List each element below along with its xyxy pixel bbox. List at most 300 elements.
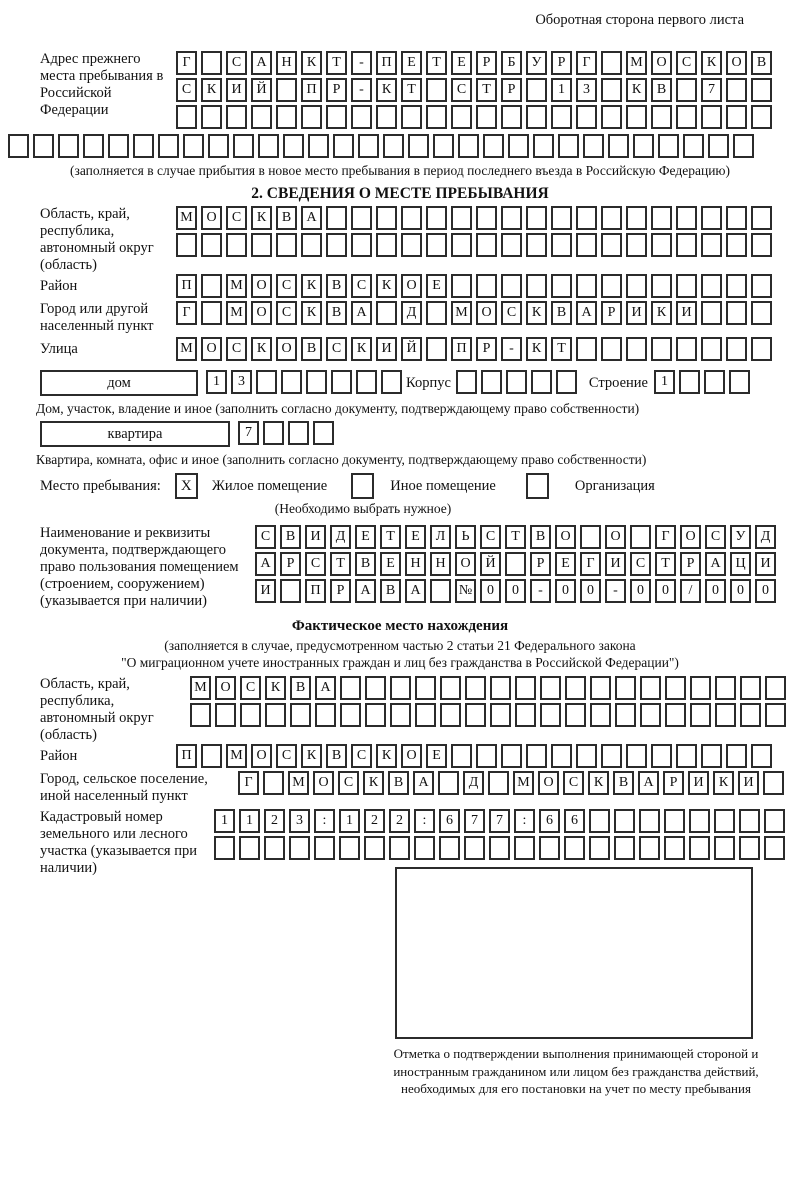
char-cell[interactable]: О	[476, 301, 497, 325]
char-cell[interactable]: П	[305, 579, 326, 603]
char-cell[interactable]	[729, 370, 750, 394]
char-cell[interactable]: А	[301, 206, 322, 230]
char-cell[interactable]	[676, 206, 697, 230]
char-cell[interactable]	[601, 78, 622, 102]
char-cell[interactable]: А	[413, 771, 434, 795]
char-cell[interactable]	[751, 206, 772, 230]
char-cell[interactable]: Й	[251, 78, 272, 102]
char-cell[interactable]: 0	[630, 579, 651, 603]
char-cell[interactable]	[314, 836, 335, 860]
char-cell[interactable]: 3	[231, 370, 252, 394]
char-cell[interactable]	[401, 233, 422, 257]
char-cell[interactable]: Е	[355, 525, 376, 549]
char-cell[interactable]	[690, 676, 711, 700]
char-cell[interactable]	[401, 105, 422, 129]
char-cell[interactable]	[526, 744, 547, 768]
char-cell[interactable]: С	[676, 51, 697, 75]
char-cell[interactable]: С	[705, 525, 726, 549]
char-cell[interactable]	[576, 337, 597, 361]
char-cell[interactable]: П	[451, 337, 472, 361]
char-cell[interactable]: Т	[426, 51, 447, 75]
char-cell[interactable]: 3	[576, 78, 597, 102]
char-cell[interactable]	[540, 676, 561, 700]
char-cell[interactable]	[476, 274, 497, 298]
char-cell[interactable]	[430, 579, 451, 603]
char-cell[interactable]	[765, 703, 786, 727]
char-cell[interactable]: Г	[176, 51, 197, 75]
char-cell[interactable]	[263, 771, 284, 795]
char-cell[interactable]	[351, 105, 372, 129]
char-cell[interactable]: П	[301, 78, 322, 102]
char-cell[interactable]	[551, 206, 572, 230]
char-cell[interactable]	[265, 703, 286, 727]
char-cell[interactable]	[626, 274, 647, 298]
char-cell[interactable]	[726, 301, 747, 325]
char-cell[interactable]	[301, 233, 322, 257]
char-cell[interactable]	[626, 744, 647, 768]
char-cell[interactable]	[676, 337, 697, 361]
char-cell[interactable]: Н	[430, 552, 451, 576]
char-cell[interactable]: У	[730, 525, 751, 549]
char-cell[interactable]	[551, 233, 572, 257]
char-cell[interactable]	[389, 836, 410, 860]
char-cell[interactable]	[726, 274, 747, 298]
char-cell[interactable]: О	[251, 301, 272, 325]
char-cell[interactable]	[526, 78, 547, 102]
char-cell[interactable]	[283, 134, 304, 158]
char-cell[interactable]	[264, 836, 285, 860]
char-cell[interactable]	[281, 370, 302, 394]
char-cell[interactable]	[576, 744, 597, 768]
char-cell[interactable]: Д	[463, 771, 484, 795]
char-cell[interactable]: К	[301, 744, 322, 768]
char-cell[interactable]	[551, 744, 572, 768]
char-cell[interactable]	[58, 134, 79, 158]
stay-type-checkbox-residential[interactable]: X	[175, 473, 198, 499]
char-cell[interactable]	[365, 676, 386, 700]
char-cell[interactable]	[414, 836, 435, 860]
char-cell[interactable]	[701, 105, 722, 129]
char-cell[interactable]	[505, 552, 526, 576]
char-cell[interactable]	[351, 206, 372, 230]
char-cell[interactable]: И	[255, 579, 276, 603]
char-cell[interactable]	[501, 274, 522, 298]
char-cell[interactable]: :	[414, 809, 435, 833]
char-cell[interactable]	[201, 301, 222, 325]
char-cell[interactable]: В	[326, 301, 347, 325]
char-cell[interactable]: К	[363, 771, 384, 795]
char-cell[interactable]: С	[501, 301, 522, 325]
char-cell[interactable]: В	[326, 274, 347, 298]
char-cell[interactable]: 6	[439, 809, 460, 833]
char-cell[interactable]	[251, 105, 272, 129]
char-cell[interactable]: 7	[238, 421, 259, 445]
char-cell[interactable]: №	[455, 579, 476, 603]
char-cell[interactable]	[590, 703, 611, 727]
char-cell[interactable]	[701, 744, 722, 768]
char-cell[interactable]	[280, 579, 301, 603]
char-cell[interactable]: О	[201, 337, 222, 361]
char-cell[interactable]: 0	[655, 579, 676, 603]
char-cell[interactable]: А	[405, 579, 426, 603]
char-cell[interactable]: О	[276, 337, 297, 361]
char-cell[interactable]	[239, 836, 260, 860]
char-cell[interactable]	[276, 78, 297, 102]
char-cell[interactable]	[689, 836, 710, 860]
char-cell[interactable]: П	[176, 744, 197, 768]
char-cell[interactable]	[258, 134, 279, 158]
char-cell[interactable]: Н	[276, 51, 297, 75]
char-cell[interactable]	[8, 134, 29, 158]
char-cell[interactable]: И	[605, 552, 626, 576]
char-cell[interactable]	[690, 703, 711, 727]
char-cell[interactable]	[501, 233, 522, 257]
char-cell[interactable]	[426, 337, 447, 361]
char-cell[interactable]: И	[305, 525, 326, 549]
char-cell[interactable]	[133, 134, 154, 158]
char-cell[interactable]	[83, 134, 104, 158]
char-cell[interactable]	[601, 105, 622, 129]
char-cell[interactable]	[489, 836, 510, 860]
char-cell[interactable]	[751, 337, 772, 361]
char-cell[interactable]: С	[480, 525, 501, 549]
char-cell[interactable]	[308, 134, 329, 158]
char-cell[interactable]: К	[526, 301, 547, 325]
char-cell[interactable]	[183, 134, 204, 158]
stay-type-checkbox-organization[interactable]	[526, 473, 549, 499]
char-cell[interactable]	[481, 370, 502, 394]
char-cell[interactable]	[651, 337, 672, 361]
char-cell[interactable]: Т	[380, 525, 401, 549]
char-cell[interactable]: И	[376, 337, 397, 361]
char-cell[interactable]: В	[326, 744, 347, 768]
char-cell[interactable]	[381, 370, 402, 394]
char-cell[interactable]	[765, 676, 786, 700]
char-cell[interactable]	[276, 105, 297, 129]
char-cell[interactable]: Д	[755, 525, 776, 549]
char-cell[interactable]	[515, 676, 536, 700]
char-cell[interactable]	[726, 105, 747, 129]
char-cell[interactable]	[476, 206, 497, 230]
char-cell[interactable]	[664, 809, 685, 833]
char-cell[interactable]	[763, 771, 784, 795]
char-cell[interactable]: Т	[655, 552, 676, 576]
char-cell[interactable]	[451, 274, 472, 298]
char-cell[interactable]: В	[380, 579, 401, 603]
char-cell[interactable]	[739, 836, 760, 860]
char-cell[interactable]: И	[226, 78, 247, 102]
char-cell[interactable]	[490, 703, 511, 727]
char-cell[interactable]	[601, 206, 622, 230]
char-cell[interactable]: С	[176, 78, 197, 102]
char-cell[interactable]: К	[376, 78, 397, 102]
char-cell[interactable]	[676, 78, 697, 102]
char-cell[interactable]	[331, 370, 352, 394]
char-cell[interactable]: 7	[701, 78, 722, 102]
char-cell[interactable]: М	[226, 274, 247, 298]
char-cell[interactable]	[340, 703, 361, 727]
char-cell[interactable]	[658, 134, 679, 158]
char-cell[interactable]	[214, 836, 235, 860]
char-cell[interactable]: М	[226, 301, 247, 325]
char-cell[interactable]: С	[630, 552, 651, 576]
char-cell[interactable]	[726, 233, 747, 257]
char-cell[interactable]: Р	[530, 552, 551, 576]
char-cell[interactable]	[726, 744, 747, 768]
char-cell[interactable]	[440, 676, 461, 700]
char-cell[interactable]: Г	[580, 552, 601, 576]
char-cell[interactable]: Г	[576, 51, 597, 75]
char-cell[interactable]: Т	[326, 51, 347, 75]
apartment-box[interactable]: квартира	[40, 421, 230, 447]
char-cell[interactable]	[733, 134, 754, 158]
char-cell[interactable]	[376, 301, 397, 325]
char-cell[interactable]: К	[351, 337, 372, 361]
char-cell[interactable]	[458, 134, 479, 158]
char-cell[interactable]: Г	[176, 301, 197, 325]
char-cell[interactable]	[33, 134, 54, 158]
char-cell[interactable]	[739, 809, 760, 833]
char-cell[interactable]	[176, 233, 197, 257]
char-cell[interactable]	[640, 676, 661, 700]
char-cell[interactable]: В	[301, 337, 322, 361]
char-cell[interactable]: Й	[401, 337, 422, 361]
char-cell[interactable]: К	[251, 206, 272, 230]
char-cell[interactable]	[676, 233, 697, 257]
char-cell[interactable]: С	[338, 771, 359, 795]
char-cell[interactable]: 6	[564, 809, 585, 833]
char-cell[interactable]: И	[738, 771, 759, 795]
char-cell[interactable]: Е	[401, 51, 422, 75]
char-cell[interactable]	[201, 51, 222, 75]
char-cell[interactable]	[240, 703, 261, 727]
char-cell[interactable]	[565, 676, 586, 700]
char-cell[interactable]	[533, 134, 554, 158]
char-cell[interactable]: С	[563, 771, 584, 795]
char-cell[interactable]	[651, 233, 672, 257]
char-cell[interactable]: У	[526, 51, 547, 75]
char-cell[interactable]	[651, 206, 672, 230]
char-cell[interactable]	[726, 337, 747, 361]
char-cell[interactable]	[751, 233, 772, 257]
char-cell[interactable]: К	[526, 337, 547, 361]
char-cell[interactable]: М	[626, 51, 647, 75]
char-cell[interactable]: В	[530, 525, 551, 549]
char-cell[interactable]	[590, 676, 611, 700]
char-cell[interactable]	[508, 134, 529, 158]
char-cell[interactable]: 0	[730, 579, 751, 603]
char-cell[interactable]: -	[501, 337, 522, 361]
char-cell[interactable]: Т	[505, 525, 526, 549]
char-cell[interactable]	[676, 105, 697, 129]
char-cell[interactable]: М	[176, 206, 197, 230]
char-cell[interactable]: Т	[476, 78, 497, 102]
char-cell[interactable]: Р	[326, 78, 347, 102]
char-cell[interactable]: К	[251, 337, 272, 361]
char-cell[interactable]	[439, 836, 460, 860]
char-cell[interactable]	[233, 134, 254, 158]
char-cell[interactable]: Е	[405, 525, 426, 549]
char-cell[interactable]: А	[355, 579, 376, 603]
char-cell[interactable]	[158, 134, 179, 158]
char-cell[interactable]: А	[576, 301, 597, 325]
char-cell[interactable]: К	[301, 51, 322, 75]
char-cell[interactable]: 2	[264, 809, 285, 833]
char-cell[interactable]: М	[226, 744, 247, 768]
char-cell[interactable]	[426, 78, 447, 102]
char-cell[interactable]: К	[201, 78, 222, 102]
char-cell[interactable]	[390, 676, 411, 700]
char-cell[interactable]: М	[513, 771, 534, 795]
char-cell[interactable]	[531, 370, 552, 394]
char-cell[interactable]: С	[226, 51, 247, 75]
char-cell[interactable]: И	[676, 301, 697, 325]
char-cell[interactable]	[108, 134, 129, 158]
char-cell[interactable]	[501, 744, 522, 768]
char-cell[interactable]	[383, 134, 404, 158]
char-cell[interactable]: К	[301, 301, 322, 325]
char-cell[interactable]: О	[651, 51, 672, 75]
char-cell[interactable]: А	[351, 301, 372, 325]
char-cell[interactable]: 1	[214, 809, 235, 833]
char-cell[interactable]	[740, 703, 761, 727]
char-cell[interactable]	[526, 274, 547, 298]
char-cell[interactable]	[751, 744, 772, 768]
char-cell[interactable]	[556, 370, 577, 394]
char-cell[interactable]	[640, 703, 661, 727]
char-cell[interactable]	[365, 703, 386, 727]
char-cell[interactable]	[201, 744, 222, 768]
char-cell[interactable]	[601, 337, 622, 361]
char-cell[interactable]	[715, 676, 736, 700]
char-cell[interactable]: 2	[389, 809, 410, 833]
char-cell[interactable]	[751, 301, 772, 325]
char-cell[interactable]	[201, 274, 222, 298]
char-cell[interactable]	[708, 134, 729, 158]
char-cell[interactable]	[256, 370, 277, 394]
char-cell[interactable]	[290, 703, 311, 727]
char-cell[interactable]: С	[226, 337, 247, 361]
char-cell[interactable]: А	[251, 51, 272, 75]
char-cell[interactable]	[751, 105, 772, 129]
char-cell[interactable]: 1	[551, 78, 572, 102]
char-cell[interactable]: Г	[238, 771, 259, 795]
char-cell[interactable]: О	[455, 552, 476, 576]
char-cell[interactable]: -	[351, 51, 372, 75]
char-cell[interactable]: О	[251, 744, 272, 768]
char-cell[interactable]	[614, 836, 635, 860]
stay-type-checkbox-other[interactable]	[351, 473, 374, 499]
char-cell[interactable]	[701, 233, 722, 257]
char-cell[interactable]: А	[315, 676, 336, 700]
char-cell[interactable]: Б	[501, 51, 522, 75]
char-cell[interactable]	[683, 134, 704, 158]
char-cell[interactable]: 1	[206, 370, 227, 394]
char-cell[interactable]: С	[351, 744, 372, 768]
char-cell[interactable]	[288, 421, 309, 445]
char-cell[interactable]: 0	[580, 579, 601, 603]
char-cell[interactable]	[651, 105, 672, 129]
char-cell[interactable]	[751, 274, 772, 298]
char-cell[interactable]	[215, 703, 236, 727]
char-cell[interactable]	[306, 370, 327, 394]
char-cell[interactable]	[665, 676, 686, 700]
char-cell[interactable]: П	[376, 51, 397, 75]
char-cell[interactable]: Р	[501, 78, 522, 102]
char-cell[interactable]	[558, 134, 579, 158]
char-cell[interactable]	[726, 78, 747, 102]
char-cell[interactable]	[451, 105, 472, 129]
char-cell[interactable]	[501, 206, 522, 230]
char-cell[interactable]	[615, 703, 636, 727]
char-cell[interactable]: 7	[464, 809, 485, 833]
char-cell[interactable]: А	[705, 552, 726, 576]
char-cell[interactable]: О	[726, 51, 747, 75]
char-cell[interactable]	[501, 105, 522, 129]
char-cell[interactable]: С	[276, 744, 297, 768]
char-cell[interactable]	[515, 703, 536, 727]
char-cell[interactable]	[476, 105, 497, 129]
char-cell[interactable]: 0	[705, 579, 726, 603]
char-cell[interactable]: Р	[476, 337, 497, 361]
char-cell[interactable]	[715, 703, 736, 727]
char-cell[interactable]: К	[701, 51, 722, 75]
char-cell[interactable]	[626, 206, 647, 230]
char-cell[interactable]: Ц	[730, 552, 751, 576]
char-cell[interactable]	[714, 809, 735, 833]
char-cell[interactable]	[601, 51, 622, 75]
char-cell[interactable]	[704, 370, 725, 394]
char-cell[interactable]	[726, 206, 747, 230]
char-cell[interactable]	[665, 703, 686, 727]
char-cell[interactable]: 0	[555, 579, 576, 603]
char-cell[interactable]: Р	[476, 51, 497, 75]
char-cell[interactable]	[356, 370, 377, 394]
char-cell[interactable]	[630, 525, 651, 549]
char-cell[interactable]	[426, 105, 447, 129]
char-cell[interactable]: М	[451, 301, 472, 325]
char-cell[interactable]	[626, 337, 647, 361]
char-cell[interactable]: -	[605, 579, 626, 603]
char-cell[interactable]	[539, 836, 560, 860]
char-cell[interactable]	[456, 370, 477, 394]
char-cell[interactable]	[651, 744, 672, 768]
char-cell[interactable]	[701, 206, 722, 230]
char-cell[interactable]: С	[351, 274, 372, 298]
char-cell[interactable]	[764, 809, 785, 833]
char-cell[interactable]: 0	[755, 579, 776, 603]
char-cell[interactable]: Й	[480, 552, 501, 576]
char-cell[interactable]	[226, 105, 247, 129]
char-cell[interactable]	[565, 703, 586, 727]
char-cell[interactable]: Е	[451, 51, 472, 75]
char-cell[interactable]: С	[305, 552, 326, 576]
char-cell[interactable]: В	[751, 51, 772, 75]
char-cell[interactable]	[526, 233, 547, 257]
char-cell[interactable]	[426, 206, 447, 230]
char-cell[interactable]	[551, 105, 572, 129]
char-cell[interactable]: С	[451, 78, 472, 102]
char-cell[interactable]: К	[376, 744, 397, 768]
char-cell[interactable]: К	[651, 301, 672, 325]
char-cell[interactable]: О	[401, 274, 422, 298]
char-cell[interactable]: 3	[289, 809, 310, 833]
char-cell[interactable]: К	[376, 274, 397, 298]
char-cell[interactable]: И	[688, 771, 709, 795]
char-cell[interactable]	[401, 206, 422, 230]
char-cell[interactable]	[364, 836, 385, 860]
char-cell[interactable]	[601, 274, 622, 298]
